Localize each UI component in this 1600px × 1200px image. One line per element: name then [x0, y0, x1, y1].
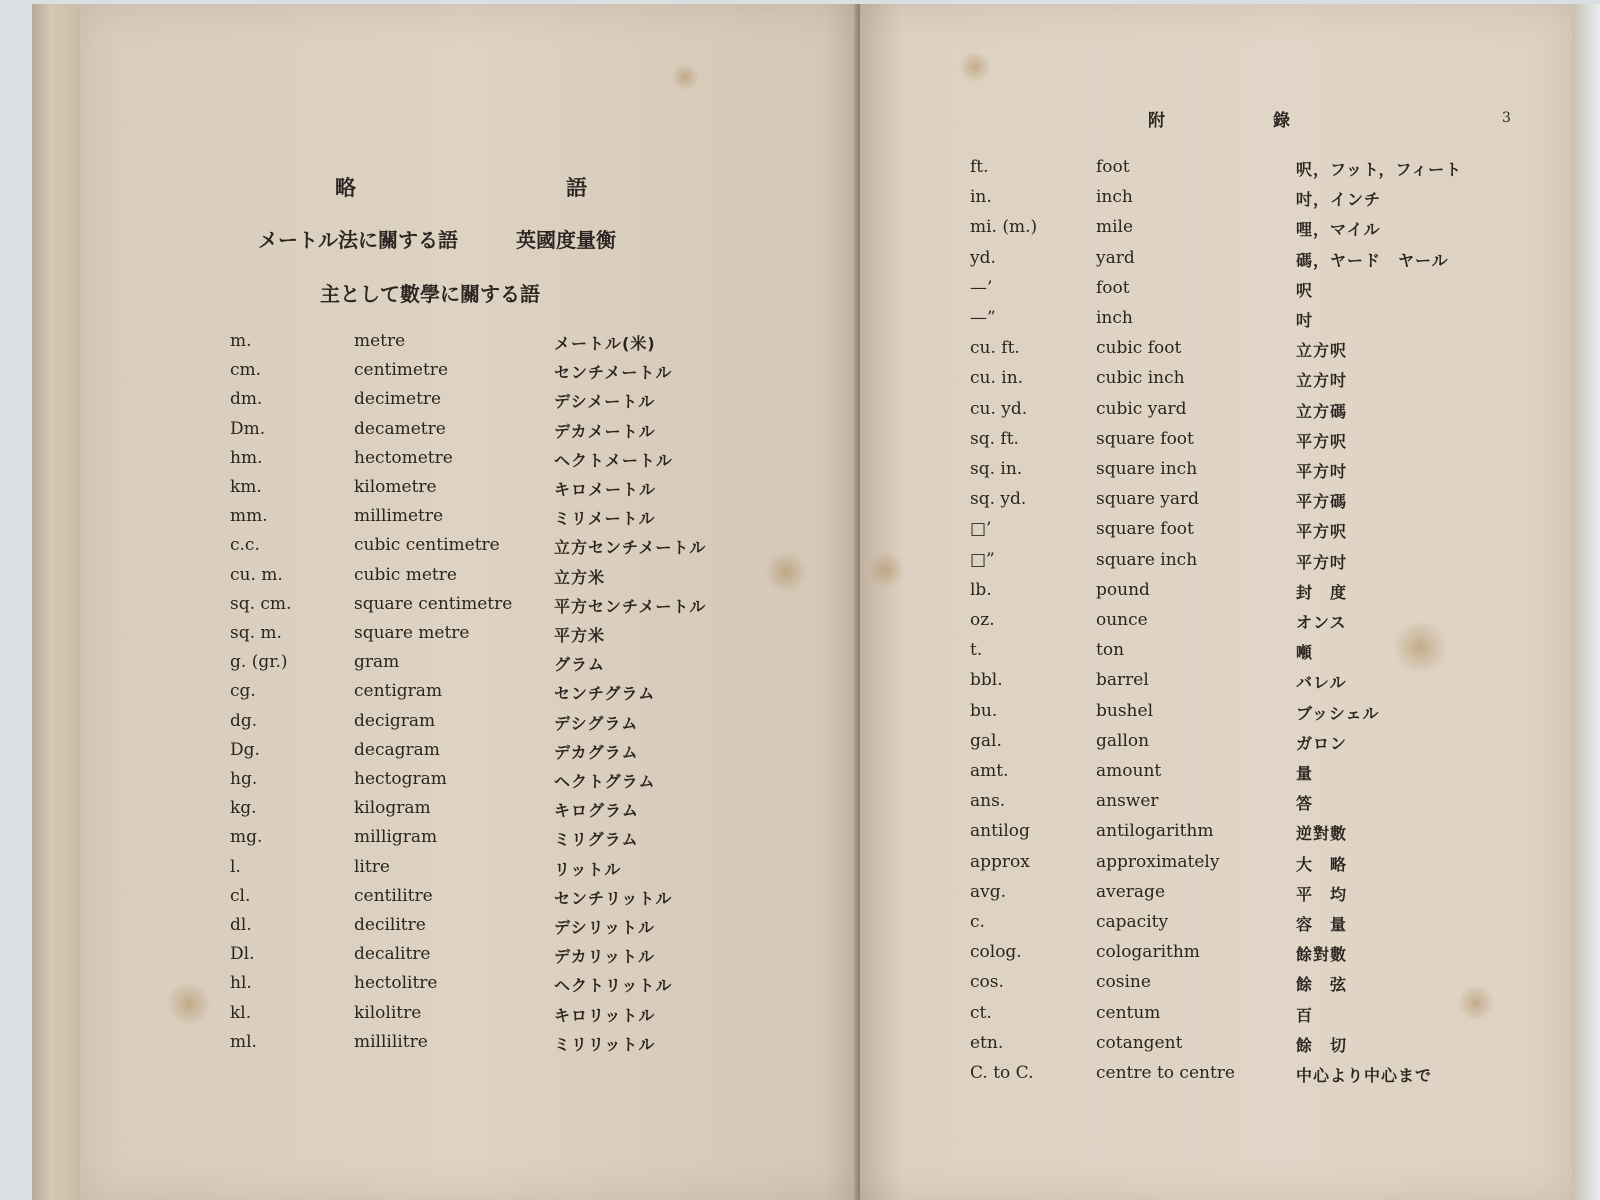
abbreviation: dl. — [230, 915, 252, 935]
english-term: average — [1096, 881, 1166, 902]
english-term: millilitre — [354, 1031, 428, 1052]
abbreviation: hg. — [230, 769, 258, 789]
japanese-term: 餘 切 — [1296, 1035, 1348, 1055]
english-term: square centimetre — [354, 593, 513, 614]
english-term: cubic centimetre — [354, 535, 500, 556]
subtitle-math: 主として數學に關する語 — [320, 282, 540, 306]
japanese-term: リットル — [554, 859, 622, 879]
list-item — [860, 1033, 1572, 1061]
list-item — [860, 670, 1572, 698]
abbreviation: c. — [970, 912, 985, 932]
english-term: capacity — [1096, 912, 1169, 932]
list-item — [80, 827, 858, 855]
abbreviation: yd. — [970, 247, 996, 268]
abbreviation: —’ — [970, 277, 993, 298]
list-item — [860, 972, 1572, 1000]
abbreviation: sq. yd. — [970, 489, 1027, 510]
japanese-term: 平方吋 — [1296, 552, 1348, 572]
abbreviation: cu. m. — [230, 564, 283, 585]
english-term: decigram — [354, 710, 436, 731]
japanese-term: デカメートル — [554, 421, 656, 441]
abbreviation: etn. — [970, 1032, 1004, 1053]
abbreviation: Dg. — [230, 739, 260, 760]
list-item — [860, 459, 1572, 487]
list-item — [80, 973, 858, 1001]
list-item — [80, 798, 858, 826]
abbreviation: sq. ft. — [970, 428, 1019, 449]
list-item — [860, 187, 1572, 215]
list-item — [860, 942, 1572, 970]
english-term: cubic inch — [1096, 368, 1185, 389]
list-item — [860, 580, 1572, 608]
abbreviation: ct. — [970, 1002, 992, 1023]
english-term: metre — [354, 331, 406, 351]
english-term: centilitre — [354, 885, 433, 906]
japanese-term: 立方センチメートル — [554, 538, 707, 558]
open-book — [32, 4, 1572, 1200]
list-item — [80, 740, 858, 768]
abbreviation: cm. — [230, 360, 262, 381]
abbreviation: sq. m. — [230, 623, 282, 643]
abbreviation: approx — [970, 851, 1030, 872]
japanese-term: センチリットル — [554, 888, 673, 908]
japanese-term: 餘對數 — [1296, 945, 1348, 965]
list-item — [860, 338, 1572, 366]
japanese-term: 碼，ヤード ヤール — [1296, 250, 1449, 270]
japanese-term: キロリットル — [554, 1005, 656, 1025]
list-item — [80, 331, 858, 359]
abbreviation: dg. — [230, 710, 258, 731]
english-term: kilometre — [354, 477, 437, 497]
english-term: barrel — [1096, 670, 1149, 691]
list-item — [860, 761, 1572, 789]
page-title: 略 語 — [335, 175, 643, 200]
english-term: centigram — [354, 681, 443, 702]
japanese-term: オンス — [1296, 613, 1347, 632]
japanese-term: 噸 — [1296, 643, 1314, 663]
japanese-term: 呎，フット，フィート — [1296, 160, 1463, 179]
english-term: amount — [1096, 761, 1162, 781]
list-item — [80, 477, 858, 505]
book-spine-edge — [32, 4, 80, 1200]
japanese-term: 立方呎 — [1296, 341, 1348, 361]
english-term: decametre — [354, 418, 446, 439]
english-term: cubic foot — [1096, 338, 1182, 359]
abbreviation: bu. — [970, 700, 998, 721]
abbreviation: amt. — [970, 761, 1009, 781]
abbreviation: in. — [970, 187, 992, 208]
english-term: cotangent — [1096, 1032, 1183, 1053]
list-item — [80, 360, 858, 388]
japanese-term: 平方センチメートル — [554, 596, 707, 616]
abbreviation: m. — [230, 331, 252, 351]
abbreviation: cu. in. — [970, 368, 1024, 389]
english-term: answer — [1096, 791, 1159, 812]
abbreviation: Dl. — [230, 944, 255, 965]
japanese-term: グラム — [554, 655, 605, 675]
japanese-term: 封 度 — [1296, 582, 1348, 602]
japanese-term: 平方呎 — [1296, 431, 1348, 451]
list-item — [80, 389, 858, 417]
english-term: decimetre — [354, 389, 442, 410]
abbreviation: mg. — [230, 827, 263, 848]
subtitle-metric: メートル法に關する語 — [258, 228, 458, 252]
english-term: centum — [1096, 1002, 1161, 1023]
japanese-term: 百 — [1296, 1005, 1314, 1025]
foxing-spot — [670, 64, 700, 90]
abbreviation: sq. in. — [970, 459, 1023, 479]
japanese-term: デシグラム — [554, 713, 639, 733]
japanese-term: デカグラム — [554, 742, 639, 762]
japanese-term: ミリリットル — [554, 1034, 656, 1054]
japanese-term: 平方呎 — [1296, 522, 1348, 542]
english-term: cologarithm — [1096, 942, 1200, 963]
english-term: hectogram — [354, 769, 447, 789]
abbreviation: c.c. — [230, 535, 260, 556]
english-term: decilitre — [354, 915, 426, 935]
list-item — [860, 852, 1572, 880]
abbreviation: kl. — [230, 1002, 252, 1023]
japanese-term: 平 均 — [1296, 884, 1348, 904]
right-page — [860, 4, 1572, 1200]
list-item — [80, 915, 858, 943]
abbreviation: Dm. — [230, 418, 266, 439]
abbreviation: dm. — [230, 389, 263, 410]
english-term: foot — [1096, 157, 1130, 177]
japanese-term: ミリメートル — [554, 509, 656, 529]
list-item — [860, 550, 1572, 578]
list-item — [860, 248, 1572, 276]
japanese-term: バレル — [1296, 673, 1347, 693]
list-item — [860, 217, 1572, 245]
list-item — [860, 912, 1572, 940]
japanese-term: 立方米 — [554, 567, 606, 587]
list-item — [860, 278, 1572, 306]
japanese-term: 平方吋 — [1296, 462, 1348, 481]
japanese-term: 吋 — [1296, 311, 1314, 330]
english-term: centimetre — [354, 360, 448, 381]
list-item — [860, 489, 1572, 517]
japanese-term: センチグラム — [554, 684, 656, 704]
page-edge — [1572, 4, 1600, 1200]
english-term: gram — [354, 652, 400, 673]
english-term: litre — [354, 856, 390, 877]
english-term: centre to centre — [1096, 1063, 1235, 1083]
japanese-term: ヘクトグラム — [554, 772, 656, 791]
english-term: kilolitre — [354, 1002, 422, 1023]
abbreviation: hm. — [230, 447, 263, 468]
list-item — [860, 429, 1572, 457]
list-item — [80, 623, 858, 651]
english-term: decagram — [354, 739, 440, 760]
list-item — [80, 535, 858, 563]
list-item — [860, 791, 1572, 819]
abbreviation: □” — [970, 549, 995, 570]
english-term: foot — [1096, 277, 1130, 298]
english-term: bushel — [1096, 700, 1154, 721]
list-item — [860, 157, 1572, 185]
subtitle-imperial: 英國度量衡 — [516, 228, 616, 252]
list-item — [80, 419, 858, 447]
english-term: cubic metre — [354, 564, 457, 585]
japanese-term: 大 略 — [1296, 854, 1348, 874]
japanese-term: 餘 弦 — [1296, 975, 1348, 995]
list-item — [80, 886, 858, 914]
japanese-term: 呎 — [1296, 280, 1314, 300]
english-term: hectolitre — [354, 973, 438, 994]
japanese-term: 中心より中心まで — [1296, 1066, 1433, 1085]
list-item — [860, 308, 1572, 336]
running-header: 附 錄 — [1148, 111, 1298, 131]
english-term: inch — [1096, 308, 1133, 328]
japanese-term: デカリットル — [554, 947, 656, 967]
english-term: hectometre — [354, 447, 453, 468]
abbreviation: ans. — [970, 791, 1006, 812]
japanese-term: センチメートル — [554, 363, 673, 383]
japanese-term: ガロン — [1296, 733, 1348, 753]
page-number: 3 — [1502, 110, 1511, 126]
japanese-term: 立方吋 — [1296, 371, 1348, 391]
abbreviation: C. to C. — [970, 1063, 1034, 1083]
list-item — [80, 652, 858, 680]
list-item — [80, 1032, 858, 1060]
list-item — [80, 506, 858, 534]
english-term: pound — [1096, 579, 1150, 600]
list-item — [80, 711, 858, 739]
japanese-term: 吋，インチ — [1296, 190, 1382, 210]
english-term: square yard — [1096, 489, 1200, 510]
list-item — [860, 882, 1572, 910]
english-term: kilogram — [354, 798, 431, 819]
left-page — [80, 4, 858, 1200]
list-item — [860, 519, 1572, 547]
list-item — [860, 1063, 1572, 1091]
english-term: cosine — [1096, 972, 1151, 993]
abbreviation: oz. — [970, 610, 995, 630]
japanese-term: デシメートル — [554, 392, 656, 412]
japanese-term: 逆對數 — [1296, 824, 1348, 844]
foxing-spot — [958, 52, 992, 82]
list-item — [860, 731, 1572, 759]
english-term: ounce — [1096, 610, 1148, 630]
list-item — [860, 701, 1572, 729]
japanese-term: キロメートル — [554, 480, 657, 499]
japanese-term: 量 — [1296, 764, 1314, 783]
english-term: square foot — [1096, 428, 1194, 449]
abbreviation: lb. — [970, 579, 992, 600]
english-term: approximately — [1096, 851, 1220, 872]
list-item — [80, 1003, 858, 1031]
abbreviation: cg. — [230, 681, 256, 702]
japanese-term: ヘクトメートル — [554, 450, 673, 470]
abbreviation: l. — [230, 856, 241, 877]
english-term: millimetre — [354, 506, 444, 527]
abbreviation: gal. — [970, 730, 1002, 751]
japanese-term: デシリットル — [554, 918, 656, 937]
japanese-term: キログラム — [554, 801, 639, 821]
list-item — [860, 640, 1572, 668]
abbreviation: avg. — [970, 881, 1007, 902]
japanese-term: 哩，マイル — [1296, 220, 1381, 240]
list-item — [80, 857, 858, 885]
english-term: ton — [1096, 640, 1125, 661]
japanese-term: 答 — [1296, 794, 1314, 814]
list-item — [860, 368, 1572, 396]
japanese-term: 容 量 — [1296, 915, 1348, 934]
list-item — [80, 565, 858, 593]
list-item — [80, 769, 858, 797]
english-term: antilogarithm — [1096, 821, 1214, 842]
abbreviation: bbl. — [970, 670, 1003, 691]
list-item — [80, 944, 858, 972]
abbreviation: —” — [970, 308, 996, 328]
japanese-term: 立方碼 — [1296, 401, 1348, 421]
abbreviation: cu. ft. — [970, 338, 1020, 359]
english-term: square inch — [1096, 549, 1198, 570]
abbreviation: cu. yd. — [970, 398, 1028, 419]
abbreviation: ml. — [230, 1031, 257, 1052]
list-item — [80, 681, 858, 709]
abbreviation: t. — [970, 640, 983, 661]
english-term: cubic yard — [1096, 398, 1187, 419]
list-item — [80, 448, 858, 476]
list-item — [860, 399, 1572, 427]
abbreviation: colog. — [970, 942, 1022, 963]
abbreviation: cl. — [230, 885, 251, 906]
abbreviation: antilog — [970, 821, 1030, 842]
english-term: square foot — [1096, 519, 1194, 540]
japanese-term: メートル(米) — [554, 334, 656, 353]
abbreviation: cos. — [970, 972, 1004, 993]
abbreviation: □’ — [970, 519, 992, 540]
list-item — [860, 821, 1572, 849]
abbreviation: sq. cm. — [230, 593, 292, 614]
japanese-term: 平方米 — [554, 626, 606, 645]
japanese-term: 平方碼 — [1296, 492, 1348, 512]
abbreviation: mi. (m.) — [970, 217, 1038, 238]
english-term: square metre — [354, 623, 470, 643]
japanese-term: ブッシェル — [1296, 703, 1380, 723]
english-term: inch — [1096, 187, 1133, 208]
english-term: decalitre — [354, 944, 431, 965]
english-term: milligram — [354, 827, 438, 848]
list-item — [860, 1003, 1572, 1031]
abbreviation: ft. — [970, 157, 989, 177]
abbreviation: hl. — [230, 973, 252, 994]
english-term: gallon — [1096, 730, 1150, 751]
japanese-term: ヘクトリットル — [554, 976, 673, 996]
abbreviation: kg. — [230, 798, 257, 819]
abbreviation: km. — [230, 477, 262, 497]
japanese-term: ミリグラム — [554, 830, 639, 850]
english-term: mile — [1096, 217, 1134, 238]
abbreviation: mm. — [230, 506, 268, 527]
english-term: square inch — [1096, 459, 1198, 479]
list-item — [860, 610, 1572, 638]
list-item — [80, 594, 858, 622]
abbreviation: g. (gr.) — [230, 652, 288, 673]
english-term: yard — [1096, 247, 1135, 268]
